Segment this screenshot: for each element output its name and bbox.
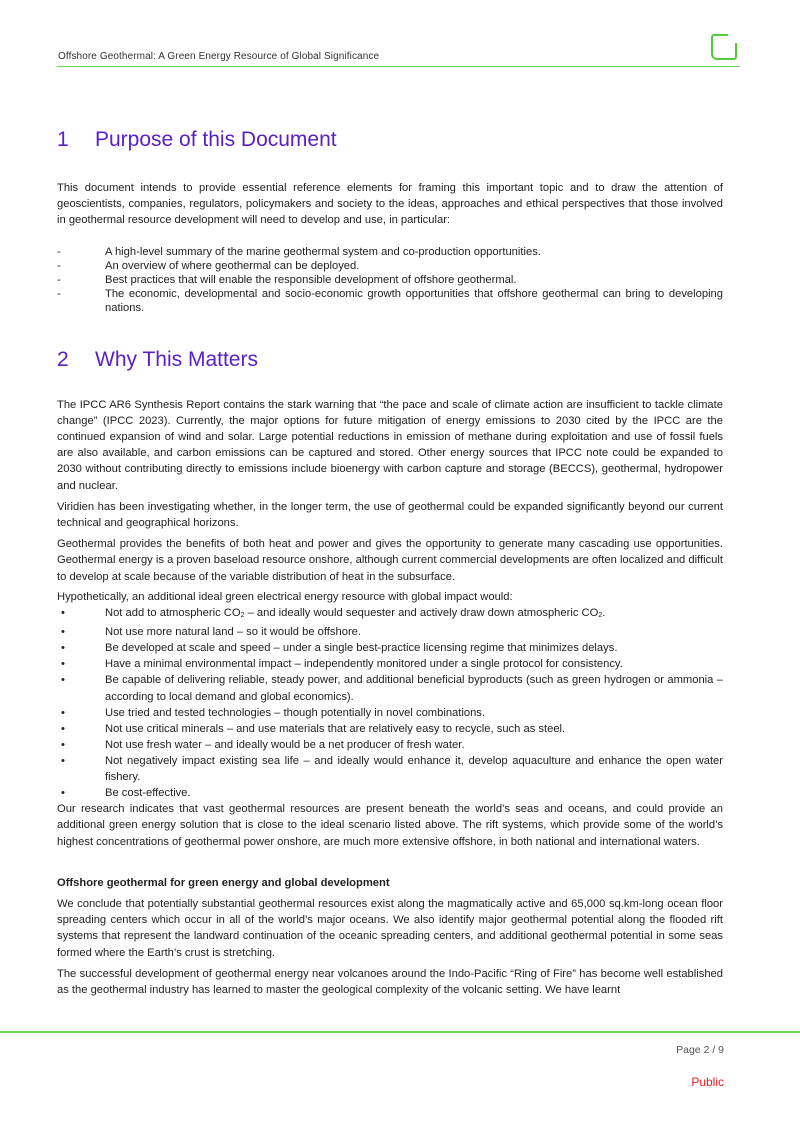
paragraph: Viridien has been investigating whether, in the longer term, the use of geothermal could be expanded significantly beyond our current technical and geographical horizons. (57, 500, 723, 530)
paragraph: Hypothetically, an additional ideal green electrical energy resource with global impact would: (57, 590, 513, 603)
section-1-heading (57, 128, 723, 152)
paragraph: The IPCC AR6 Synthesis Report contains the stark warning that “the pace and scale of climate action are insufficient to tackle climate change” (IPCC 2023). Currently, the major options for future mitigation of energy emissions to 2030 cited by the IPCC are the continued expansion of wind and solar. Large potential reductions in emission of methane during exploitation and use of fossil fuels are also available, and carbon emissions can be captured and stored. Other energy sources that IPCC note could be expanded to 2030 without contributing directly to emissions include bioenergy with carbon capture and storage (BECCS), geothermal, hydropower and nuclear. (57, 398, 723, 492)
list-item: - Best practices that will enable the responsible development of offshore geothermal. (57, 273, 723, 287)
list-item: • Use tried and tested technologies – though potentially in novel combinations. (57, 705, 723, 721)
list-item: - An overview of where geothermal can be deployed. (57, 259, 723, 273)
running-header: Offshore Geothermal: A Green Energy Resource of Global Significance (58, 51, 380, 62)
list-item: • Not use critical minerals – and use materials that are relatively easy to recycle, such as steel. (57, 721, 723, 737)
section-1-intro: This document intends to provide essential reference elements for framing this important topic and to draw the attention of geoscientists, companies, regulators, policymakers and society to the ideas, approaches and ethical perspectives that those involved in geothermal resource development will need to develop and use, in particular: (57, 182, 723, 227)
list-item: • Not add to atmospheric $CO_2$ – and ideally would sequester and actively draw down atmospheric $CO_2$. (57, 605, 723, 624)
subsection-heading: Offshore geothermal for green energy and global development (57, 876, 390, 889)
list-item: • Not negatively impact existing sea life – and ideally would enhance it, develop aquaculture and enhance the open water fishery. (57, 753, 723, 785)
company-logo (711, 34, 737, 60)
list-item: - A high-level summary of the marine geothermal system and co-production opportunities. (57, 245, 723, 259)
section-2-heading (57, 348, 723, 372)
list-item: - The economic, developmental and socio-economic growth opportunities that offshore geothermal can bring to developing nations. (57, 287, 723, 315)
classification-label: Public (691, 1075, 724, 1089)
list-item: • Not use fresh water – and ideally would be a net producer of fresh water. (57, 737, 723, 753)
section-title: Purpose of this Document (95, 128, 337, 151)
section-number: 2 (57, 347, 69, 371)
paragraph: We conclude that potentially substantial geothermal resources exist along the magmatically active and 65,000 sq.km-long ocean floor spreading centers which occur in all of the world’s major oceans. We also identify major geothermal potential along the flooded rift systems that represent the landward continuation of the oceanic spreading centers, and additional geothermal potential in some seas formed where the Earth’s crust is stretching. (57, 898, 723, 959)
footer-divider (0, 1031, 800, 1033)
header-divider (57, 66, 740, 67)
paragraph: The successful development of geothermal energy near volcanoes around the Indo-Pacific “Ring of Fire” has become well established as the geothermal industry has learned to master the geological complexity of the volcanic setting. We have learnt (57, 967, 723, 997)
page-number: Page 2 / 9 (676, 1044, 724, 1056)
list-item: • Be capable of delivering reliable, steady power, and additional beneficial byproducts (such as green hydrogen or ammonia – according to local demand and global economics). (57, 672, 723, 704)
list-item: • Not use more natural land – so it would be offshore. (57, 624, 723, 640)
list-item: • Have a minimal environmental impact – independently monitored under a single protocol for consistency. (57, 656, 723, 672)
document-body (57, 128, 723, 998)
section-title: Why This Matters (95, 347, 258, 371)
paragraph: Geothermal provides the benefits of both heat and power and gives the opportunity to generate many cascading use opportunities. Geothermal energy is a proven baseload resource onshore, although current commercial developments are often localized and difficult to develop at scale because of the variable distribution of heat in the subsurface. (57, 538, 723, 583)
section-number: 1 (57, 128, 69, 151)
ideal-resource-list (57, 605, 723, 801)
list-item: • Be developed at scale and speed – under a single best-practice licensing regime that minimizes delays. (57, 640, 723, 656)
list-item: • Be cost-effective. (57, 785, 723, 801)
purpose-list (57, 245, 723, 316)
paragraph: Our research indicates that vast geothermal resources are present beneath the world’s seas and oceans, and could provide an additional green energy solution that is close to the ideal scenario listed above. The rift systems, which provide some of the world’s highest concentrations of geothermal power onshore, are much more extensive offshore, in both national and international waters. (57, 803, 723, 848)
